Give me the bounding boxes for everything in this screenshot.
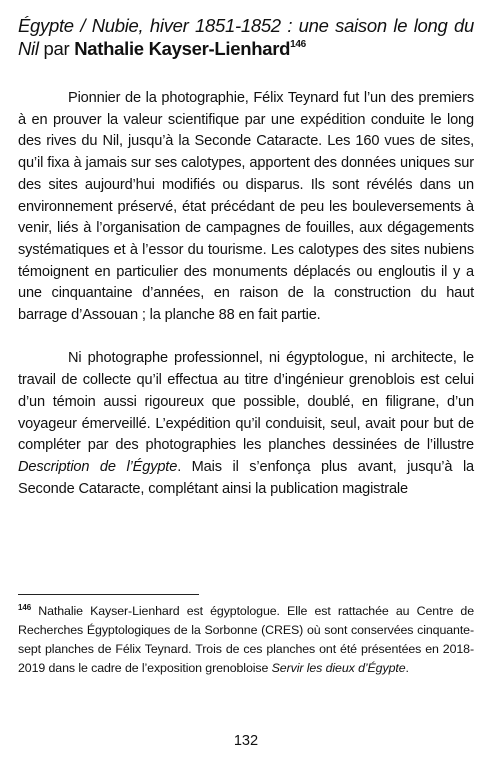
footnote-text-before: Nathalie Kayser-Lienhard est égyptologue. Elle est rattachée au Centre de Recherches Égyptologiques de la Sorbonne (CRES) où sont conservées cinquante-sept planches de Félix Teynard. Trois de ces planches ont été présentées en 2018-2019 dans le cadre de l’exposition grenobloise: [18, 604, 474, 675]
title-author: Nathalie Kayser-Lienhard: [74, 38, 291, 59]
footnote: [18, 602, 474, 678]
title-italic-part: Égypte / Nubie, hiver 1851-1852 : une saison le long du Nil: [18, 15, 474, 59]
title-footnote-ref[interactable]: 146: [290, 39, 306, 50]
chapter-title: [18, 14, 474, 60]
paragraph-1: [18, 88, 474, 327]
footnote-separator: [18, 594, 199, 595]
paragraph-1-text: Pionnier de la photographie, Félix Teynard fut l’un des premiers à en prouver la valeur scientifique par une expédition conduite le long des rives du Nil, jusqu’à la Seconde Cataracte. Les 160 vues de sites, qu’il fixa à jamais sur ses calotypes, apportent des données uniques sur des sites aujourd’hui modifiés ou disparus. Ils sont révélés dans un environnement préservé, état précédant de peu les bouleversements à venir, liés à l’organisation de campagnes de fouilles, aux dégagements systématiques et à l’essor du tourisme. Les calotypes des sites nubiens témoignent en particulier des monuments déplacés ou engloutis il y a une cinquantaine d’années, en raison de la construction du haut barrage d’Assouan ; la planche 88 en fait partie.: [18, 90, 474, 324]
footnote-number: 146: [18, 603, 32, 612]
title-connector: par: [38, 38, 75, 59]
paragraph-2: [18, 348, 474, 500]
paragraph-2-italic-title: Description de l’Égypte: [18, 458, 178, 475]
page-number: 132: [233, 733, 259, 749]
footnote-italic-title: Servir les dieux d’Égypte: [271, 660, 406, 675]
paragraph-2-text-before: Ni photographe professionnel, ni égyptologue, ni architecte, le travail de collecte qu’il effectua au titre d’ingénieur grenoblois est celui d’un témoin aussi rigoureux que possible, doublé, en filigrane, d’un voyageur émerveillé. L’expédition qu’il conduisit, seul, avait pour but de compléter par des photographies les planches dessinées de l’illustre: [18, 350, 474, 454]
body-text: [18, 88, 474, 500]
paragraph-2-text-after: . Mais il s’enfonça plus avant, jusqu’à la Seconde Cataracte, complétant ainsi la publication magistrale: [18, 458, 475, 497]
footnote-text-after: .: [405, 660, 409, 675]
